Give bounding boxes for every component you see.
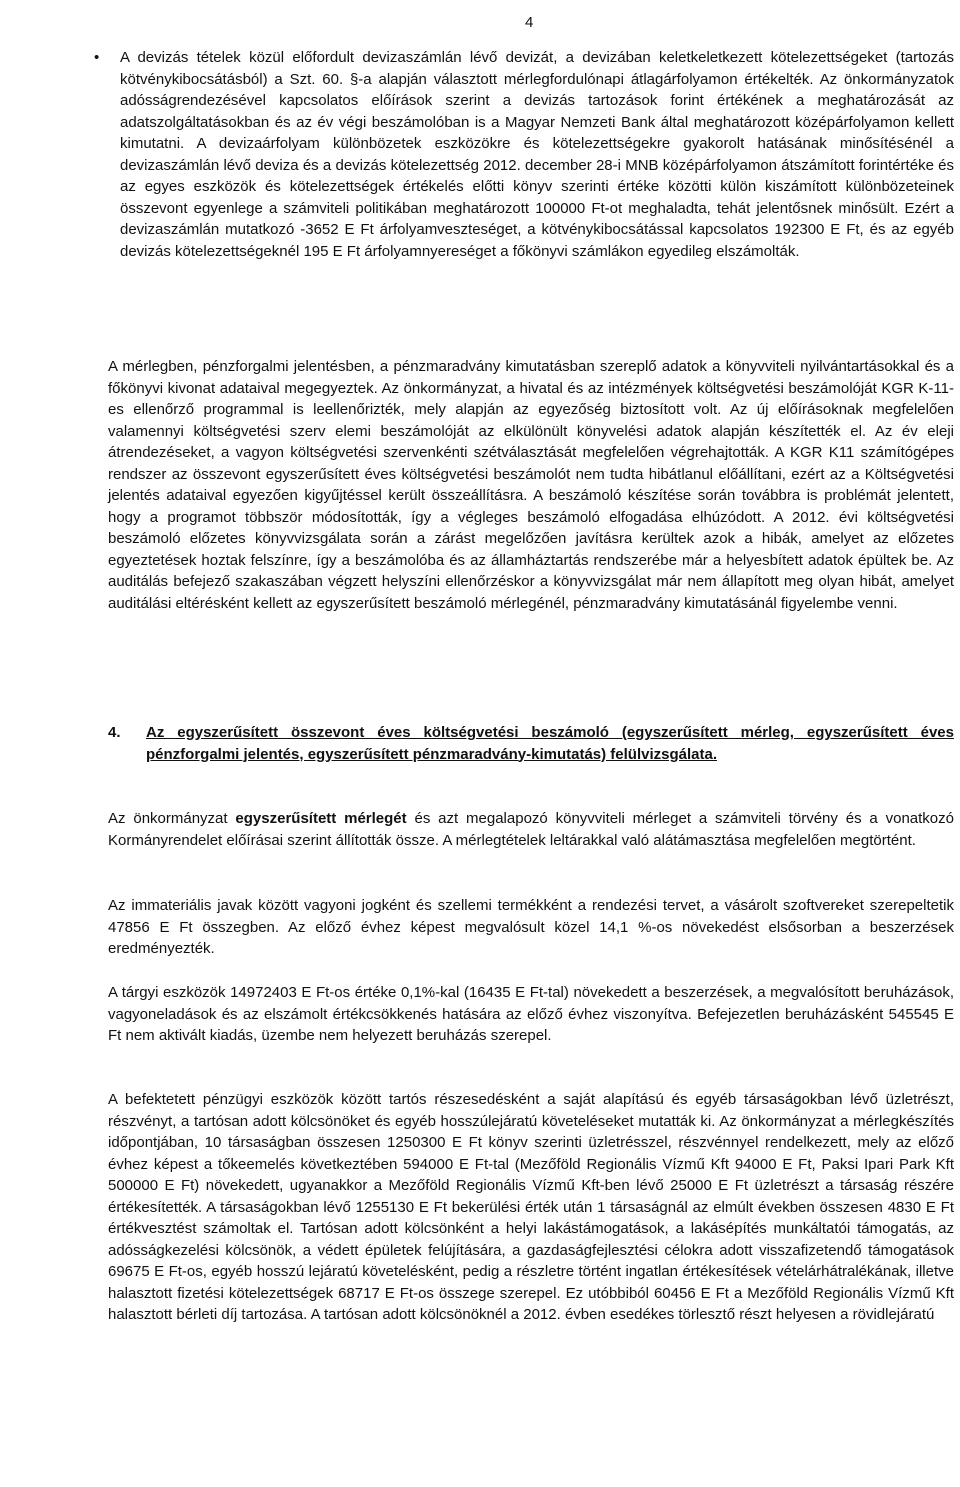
bullet-icon: • — [94, 49, 100, 66]
paragraph-balance-sheet-start: Az önkormányzat — [108, 810, 236, 827]
paragraph-balance-sheet — [108, 808, 954, 851]
bullet-item — [94, 47, 954, 262]
paragraph-consistency: A mérlegben, pénzforgalmi jelentésben, a pénzmaradvány kimutatásban szereplő adatok a könyvviteli nyilvántartásokkal és a főkönyvi kivonat adataival megegyeztek. Az önkormányzat, a hivatal és az intézmények költségvetési beszámolóját KGR K-11-es ellenőrző programmal is leellenőrizték, mely alapján az egyezőség biztosított volt. Az új előírásoknak megfelelően valamennyi költségvetési szerv elemi beszámolóját az elkülönült könyvelési adatok alapján készítették el. Az év eleji átrendezéseket, a vagyon költségvetési szervenkénti szétválasztását megfelelően végrehajtották. A KGR K11 számítógépes rendszer az összevont egyszerűsített éves költségvetési beszámolót nem tudta hibátlanul előállítani, ezért az a Költségvetési jelentés adataival egyezően kigyűjtéssel került összeállításra. A beszámoló készítése során továbbra is problémát jelentett, hogy a programot többször módosították, így a végleges beszámoló elfogadása elhúzódott. A 2012. évi költségvetési beszámoló előzetes könyvvizsgálata során a zárást megelőzően javításra kerültek azok a hibák, amelyet az előzetes egyeztetések hoztak felszínre, így a beszámolóba és az államháztartás rendszerébe már a helyesbített adatok épültek be. Az auditálás befejező szakaszában végzett helyszíni ellenőrzéskor a könyvvizsgálat már nem állapított meg olyan hibát, amelyet auditálási eltérésként kellett az egyszerűsített beszámoló mérlegénél, pénzmaradvány kimutatásánál figyelembe venni. — [108, 358, 954, 612]
paragraph-balance-sheet-end: és azt megalapozó könyvviteli mérleget a számviteli törvény és a vonatkozó Kormányrendelet előírásai szerint állították össze. A mérlegtételek leltárakkal való alátámasztása megfelelően megtörtént. — [108, 810, 954, 849]
paragraph-balance-sheet-emphasis: egyszerűsített mérlegét — [235, 810, 407, 827]
paragraph-intangible-assets: Az immateriális javak között vagyoni jogként és szellemi termékként a rendezési tervet, a vásárolt szoftvereket szerepeltetik 47856 E Ft összegben. Az előző évhez képest megvalósult közel 14,1 %-os növekedést elsősorban a beszerzések eredményezték. — [108, 897, 954, 957]
paragraph-tangible-assets: A tárgyi eszközök 14972403 E Ft-os értéke 0,1%-kal (16435 E Ft-tal) növekedett a beszerzések, a megvalósított beruházások, vagyoneladások és az elszámolt értékcsökkenés hatására az előző évhez viszonyítva. Befejezetlen beruházásként 545545 E Ft nem aktivált kiadás, üzembe nem helyezett beruházás szerepel. — [108, 984, 954, 1044]
bullet-text: A devizás tételek közül előfordult devizaszámlán lévő devizát, a devizában keletkeletkezett kötelezettségeket (tartozás kötvénykibocsátásból) a Szt. 60. §-a alapján választott mérlegfordulónapi átlagárfolyamon értékelték. Az önkormányzatok adósságrendezésével kapcsolatos előírások szerint a devizás tartozások forint értékének a meghatározását az adatszolgáltatásokban és az év végi beszámolóban is a Magyar Nemzeti Bank által meghatározott középárfolyamon kellett kimutatni. A devizaárfolyam különbözetek eszközökre és kötelezettségekre gyakorolt hatásának minősítésénél a devizaszámlán lévő deviza és a devizás kötelezettség 2012. december 28-i MNB középárfolyamon átszámított forintértéke és az egyes eszközök és kötelezettségek értékelés előtti könyv szerinti értéke közötti külön kiszámított különbözeteinek összevont egyenlege a számviteli politikában meghatározott 100000 Ft-ot meghaladta, tehát jelentősnek minősült. Ezért a devizaszámlán mutatkozó -3652 E Ft árfolyamveszteséget, a kötvénykibocsátással kapcsolatos 192300 E Ft, és az egyéb devizás kötelezettségeknél 195 E Ft árfolyamnyereséget a főkönyvi számlákon egyedileg elszámolták. — [120, 49, 954, 260]
paragraph-financial-assets: A befektetett pénzügyi eszközök között tartós részesedésként a saját alapítású és egyéb társaságokban lévő üzletrészt, részvényt, a tartósan adott kölcsönöket és egyéb hosszúlejáratú követeléseket mutatták ki. Az önkormányzat a mérlegkészítés időpontjában, 10 társaságban összesen 1250300 E Ft könyv szerinti üzletrésszel, részvénnyel rendelkezett, mely az előző évhez képest a tőkeemelés következtében 594000 E Ft-tal (Mezőföld Regionális Vízmű Kft 94000 E Ft, Paksi Ipari Park Kft 500000 E Ft) növekedett, ugyanakkor a Mezőföld Regionális Vízmű Kft-ben lévő 25000 E Ft üzletrészt a társaság részére értékesítették. A társaságokban lévő 1255130 E Ft bekerülési érték után 1 társaságnál az elmúlt években összesen 4830 E Ft értékvesztést számoltak el. Tartósan adott kölcsönként a helyi lakástámogatások, a lakásépítés munkáltatói támogatás, az adósságkezelési kölcsönök, a védett épületek felújítására, a gazdaságfejlesztési célokra adott visszafizetendő támogatások 69675 E Ft-os, egyéb hosszú lejáratú követelésként, pedig a részletre történt ingatlan értékesítések vételárhátralékának, illetve halasztott fizetési kötelezettségek 68717 E Ft-os összege szerepel. Ez utóbbiból 60456 E Ft a Mezőföld Regionális Vízmű Kft halasztott bérleti díj tartozása. A tartósan adott kölcsönöknél a 2012. évben esedékes törlesztő részt helyesen a rövidlejáratú — [108, 1091, 954, 1323]
section-number: 4. — [108, 724, 121, 741]
page-number: 4 — [525, 14, 534, 31]
section-title: Az egyszerűsített összevont éves költségvetési beszámoló (egyszerűsített mérleg, egyszerűsített éves pénzforgalmi jelentés, egyszerűsített pénzmaradvány-kimutatás) felülvizsgálata. — [146, 724, 954, 763]
